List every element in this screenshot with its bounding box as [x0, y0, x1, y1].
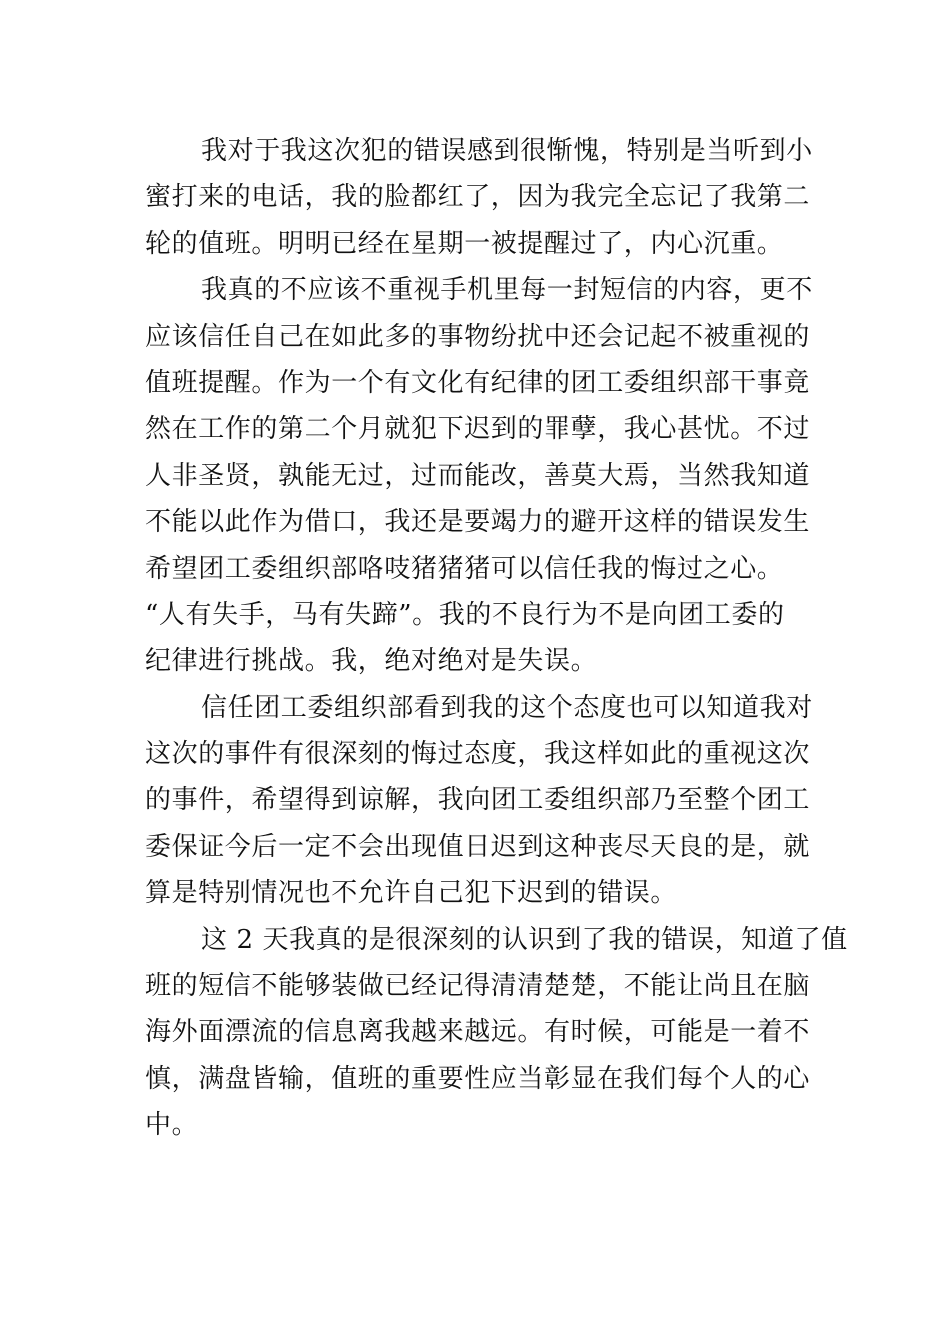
paragraph-4-line-2: 班的短信不能够装做已经记得清清楚楚，不能让尚且在脑 [145, 971, 811, 1002]
paragraph-4-line-4: 慎，满盘皆输，值班的重要性应当彰显在我们每个人的心 [145, 1063, 811, 1094]
paragraph-3-line-5: 算是特别情况也不允许自己犯下迟到的错误。 [145, 878, 678, 909]
paragraph-4-line-5: 中。 [145, 1110, 199, 1141]
paragraph-3-line-1: 信任团工委组织部看到我的这个态度也可以知道我对 [201, 692, 813, 723]
document-body [145, 128, 848, 1149]
paragraph-4-line-1: 这 2 天我真的是很深刻的认识到了我的错误，知道了值 [201, 924, 848, 955]
paragraph-2-line-4: 然在工作的第二个月就犯下迟到的罪孽，我心甚忧。不过 [145, 414, 811, 445]
paragraph-2-line-8: “人有失手，马有失蹄”。我的不良行为不是向团工委的 [145, 599, 785, 630]
paragraph-2-line-9: 纪律进行挑战。我，绝对绝对是失误。 [145, 646, 598, 677]
paragraph-2-line-6: 不能以此作为借口，我还是要竭力的避开这样的错误发生 [145, 507, 811, 538]
paragraph-1-line-2: 蜜打来的电话，我的脸都红了，因为我完全忘记了我第二 [145, 182, 811, 213]
paragraph-2-line-5: 人非圣贤，孰能无过，过而能改，善莫大焉，当然我知道 [145, 460, 811, 491]
paragraph-2-line-3: 值班提醒。作为一个有文化有纪律的团工委组织部干事竟 [145, 367, 811, 398]
paragraph-3-line-2: 这次的事件有很深刻的悔过态度，我这样如此的重视这次 [145, 739, 811, 770]
paragraph-3-line-3: 的事件，希望得到谅解，我向团工委组织部乃至整个团工 [145, 785, 811, 816]
paragraph-1-line-1: 我对于我这次犯的错误感到很惭愧，特别是当听到小 [201, 136, 813, 166]
paragraph-1-line-3: 轮的值班。明明已经在星期一被提醒过了，内心沉重。 [145, 228, 784, 259]
paragraph-2-line-2: 应该信任自己在如此多的事物纷扰中还会记起不被重视的 [145, 321, 811, 352]
paragraph-4-line-3: 海外面漂流的信息离我越来越远。有时候，可能是一着不 [145, 1017, 811, 1048]
paragraph-2-line-1: 我真的不应该不重视手机里每一封短信的内容，更不 [201, 275, 813, 306]
paragraph-2-line-7: 希望团工委组织部咯吱猪猪猪可以信任我的悔过之心。 [145, 553, 784, 584]
paragraph-3-line-4: 委保证今后一定不会出现值日迟到这种丧尽天良的是，就 [145, 831, 811, 862]
